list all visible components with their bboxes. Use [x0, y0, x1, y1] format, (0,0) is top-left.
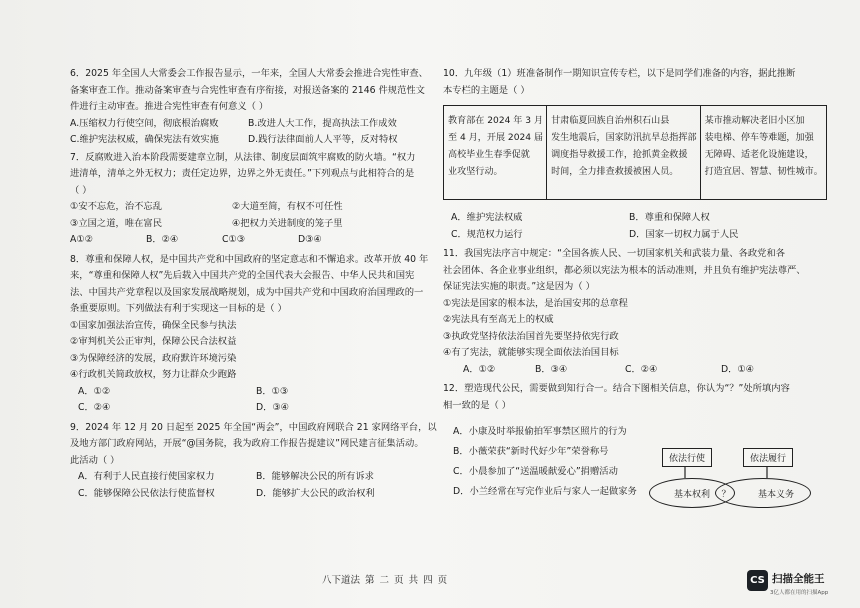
q9-line: 此活动（ ） — [70, 454, 120, 466]
q8-option-c: C．②④ — [78, 402, 111, 413]
q10-option-d: D．国家一切权力属于人民 — [629, 228, 739, 240]
q11-statement-3: ③执政党坚持依法治国首先要坚持依宪行政 — [443, 330, 619, 342]
question-10 — [443, 66, 823, 243]
q10-event-cell-1: 教育部在 2024 年 3 月 至 4 月，开展 2024 届 高校毕业生春季促就 业攻坚行动。 — [444, 106, 547, 200]
q7-statement-4: ④把权力关进制度的笼子里 — [232, 217, 343, 229]
q8-statement-1: ①国家加强法治宣传，确保全民参与执法 — [70, 319, 237, 331]
q7-option-d: D③④ — [298, 234, 322, 245]
diagram-ellipse-duties: 基本义务 — [715, 478, 811, 508]
q10-option-a: A．维护宪法权威 — [451, 212, 523, 223]
diagram-ellipse-rights: 基本权利 — [649, 478, 735, 508]
diagram-box-exercise: 依法行使 — [662, 448, 712, 467]
q11-line: 11．我国宪法序言中规定：“全国各族人民、一切国家机关和武装力量、各政党和各 — [443, 248, 786, 259]
q12-line: 12．塑造现代公民，需要做到知行合一。结合下图相关信息，你认为“？”处所填内容 — [443, 383, 790, 394]
q8-statement-4: ④行政机关简政放权，努力让群众少跑路 — [70, 369, 237, 380]
q8-option-b: B．①③ — [256, 385, 289, 397]
q6-line: 6．2025 年全国人大常委会工作报告显示，一年来，全国人大常委会推进合宪性审查、 — [70, 68, 428, 79]
q11-statement-4: ④有了宪法，就能够实现全面依法治国目标 — [443, 347, 619, 358]
q8-line: 法、中国共产党章程以及国家发展战略规划，成为中国共产党和中国政府治国理政的一 — [70, 286, 424, 298]
q9-option-d: D．能够扩大公民的政治权利 — [256, 487, 375, 499]
question-9 — [70, 420, 437, 503]
q9-option-a: A．有利于人民直接行使国家权力 — [78, 471, 215, 482]
right-column — [443, 66, 823, 502]
question-6 — [70, 66, 430, 149]
q6-line: 备案审查工作。推动备案审查与合宪性审查有序衔接，对报送备案的 2146 件规范性文 — [70, 84, 425, 96]
q9-option-b: B．能够解决公民的所有诉求 — [256, 471, 374, 482]
question-11 — [443, 246, 808, 378]
q7-line: 7．反腐败进入治本阶段需要建章立制，从法律、制度层面筑牢腐败的防火墙。“权力 — [70, 151, 416, 163]
q12-option-d: D．小兰经常在写完作业后与家人一起做家务 — [453, 486, 637, 497]
q8-line: 8．尊重和保障人权，是中国共产党和中国政府的坚定意志和不懈追求。改革开放 40 年 — [70, 253, 429, 265]
q8-statement-3: ③为保障经济的发展，政府默许环境污染 — [70, 352, 237, 364]
camscanner-name: 扫描全能王 — [772, 573, 825, 585]
left-column — [70, 66, 437, 502]
q10-event-table — [443, 105, 827, 200]
q7-line: （ ） — [70, 184, 92, 196]
q6-option-c: C.维护宪法权威，确保宪法有效实施 — [70, 134, 219, 145]
q6-option-d: D.践行法律面前人人平等，反对特权 — [248, 134, 398, 145]
q10-event-cell-3: 某市推动解决老旧小区加 装电梯、停车等难题，加强 无障碍、适老化设施建设， 打造宜居、智慧、韧性城市。 — [700, 106, 826, 200]
q12-line: 相一致的是（ ） — [443, 399, 512, 411]
q11-option-d: D．①④ — [721, 363, 755, 375]
q8-option-a: A．①② — [78, 385, 111, 397]
camscanner-logo: CS — [747, 570, 768, 591]
q12-option-c: C．小晨参加了“送温暖献爱心”捐赠活动 — [453, 466, 618, 477]
q7-line: 进清单，清单之外无权力；责任定边界，边界之外无责任。”下列观点与此相符合的是 — [70, 168, 415, 179]
q6-option-a: A.压缩权力行使空间，彻底根治腐败 — [70, 117, 219, 129]
q12-option-b: B．小薇荣获“新时代好少年”荣誉称号 — [453, 446, 609, 457]
camscanner-tagline: 3亿人都在用的扫描App — [770, 590, 829, 596]
diagram-box-fulfill: 依法履行 — [743, 448, 793, 467]
q7-option-a: A①② — [70, 234, 94, 245]
diagram-question-mark: ？ — [721, 489, 731, 500]
q10-option-b: B．尊重和保障人权 — [629, 212, 710, 223]
q12-option-a: A．小康及时举报偷拍军事禁区照片的行为 — [453, 426, 627, 437]
q10-option-c: C．规范权力运行 — [451, 228, 523, 240]
q6-line: 件进行主动审查。推进合宪性审查有何意义（ ） — [70, 101, 269, 112]
q9-line: 9．2024 年 12 月 20 日起至 2025 年全国“两会”，中国政府网联合 21 家网络平台，以 — [70, 421, 437, 433]
q7-option-b: B．②④ — [146, 234, 179, 245]
q8-statement-2: ②审判机关公正审判，保障公民合法权益 — [70, 336, 237, 347]
rights-duties-diagram — [645, 446, 815, 518]
q9-line: 及地方部门政府网站，开展“@国务院，我为政府工作报告提建议”网民建言征集活动。 — [70, 438, 424, 449]
q11-option-a: A．①② — [463, 363, 496, 375]
q6-option-b: B.改进人大工作，提高执法工作成效 — [248, 117, 397, 129]
page-footer: 八下道法 第 二 页 共 四 页 — [322, 575, 448, 586]
q8-line: 条重要原则。下列做法有利于实现这一目标的是（ ） — [70, 303, 287, 314]
q11-statement-1: ①宪法是国家的根本法，是治国安邦的总章程 — [443, 297, 628, 309]
q10-line: 10．九年级（1）班准备制作一期知识宣传专栏，以下是同学们准备的内容，据此推断 — [443, 68, 796, 79]
q11-line: 保证宪法实施的职责。”这是因为（ ） — [443, 281, 595, 292]
q11-statement-2: ②宪法具有至高无上的权威 — [443, 314, 554, 325]
q8-option-d: D．③④ — [256, 402, 290, 413]
q8-line: 来，“尊重和保障人权”先后载入中国共产党的全国代表大会报告、中华人民共和国宪 — [70, 270, 415, 281]
q7-option-c: C①③ — [222, 234, 246, 245]
q11-line: 社会团体、各企业事业组织，都必须以宪法为根本的活动准则，并且负有维护宪法尊严、 — [443, 264, 806, 276]
q7-statement-3: ③立国之道，唯在富民 — [70, 217, 163, 229]
q11-option-b: B．③④ — [535, 363, 568, 375]
q9-option-c: C．能够保障公民依法行使监督权 — [78, 487, 215, 499]
q11-option-c: C．②④ — [625, 363, 658, 375]
q10-event-cell-2: 甘肃临夏回族自治州积石山县 发生地震后，国家防汛抗旱总指挥部 调度指导救援工作，抢抓黄金救援 时间，全力排查救援被困人员。 — [547, 106, 701, 200]
q10-line: 本专栏的主题是（ ） — [443, 84, 530, 96]
q7-statement-2: ②大道至简，有权不可任性 — [232, 201, 343, 212]
question-7 — [70, 150, 430, 249]
q7-statement-1: ①安不忘危，治不忘乱 — [70, 201, 163, 212]
question-8 — [70, 252, 430, 417]
